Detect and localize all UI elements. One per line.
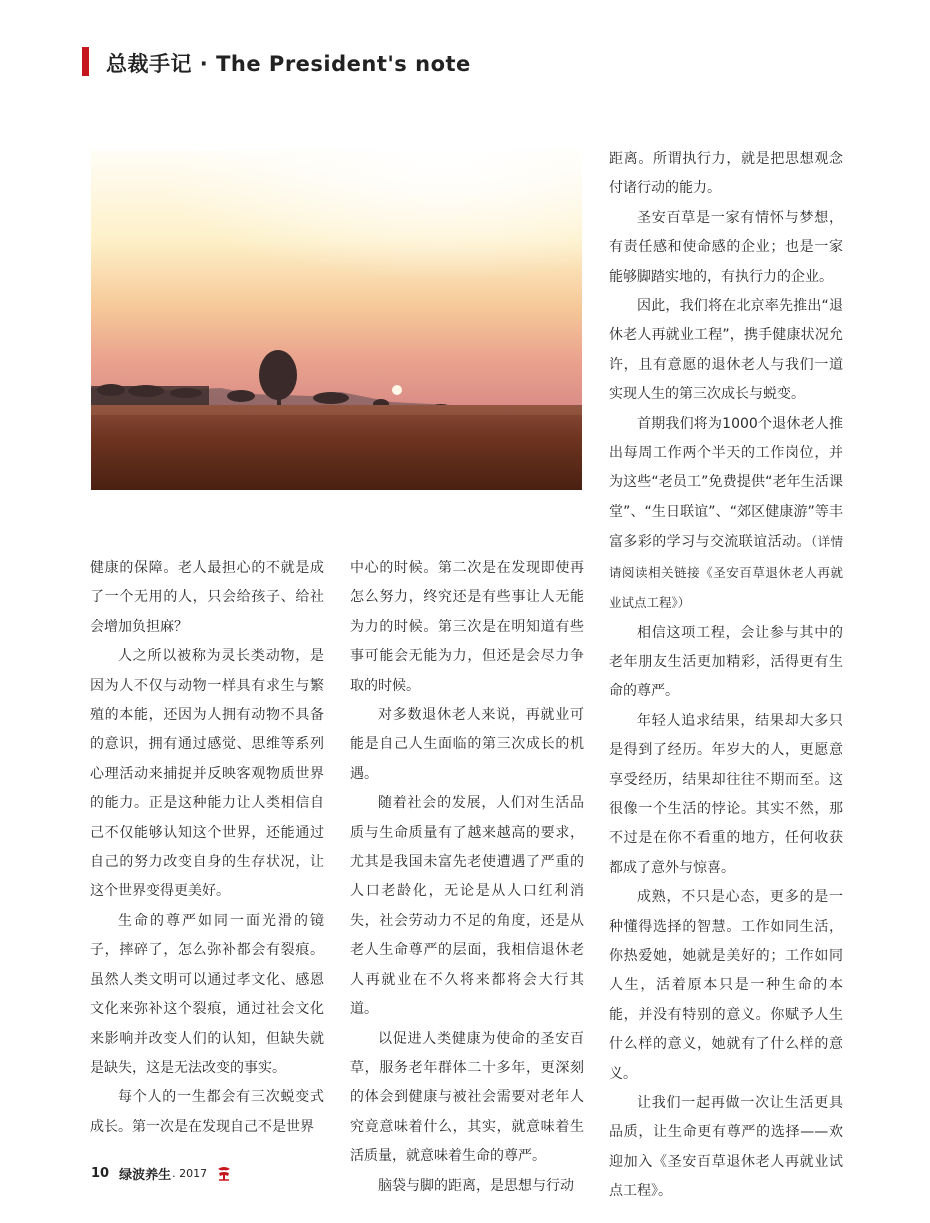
paragraph: 成熟，不只是心态，更多的是一种懂得选择的智慧。工作如同生活，你热爱她，她就是美好的；工作如同人生，活着原本只是一种生命的本能，并没有特别的意义。你赋予人生什么样的意义，她就有了什么样的意义。 bbox=[609, 889, 843, 1082]
magazine-logo-icon bbox=[215, 1165, 233, 1183]
paragraph: 距离。所谓执行力，就是把思想观念付诸行动的能力。 bbox=[609, 151, 843, 197]
section-title: 总裁手记 · The President's note bbox=[106, 52, 471, 76]
paragraph: 让我们一起再做一次让生活更具品质，让生命更有尊严的选择——欢迎加入《圣安百草退休老人再就业试点工程》。 bbox=[609, 1095, 843, 1200]
paragraph-text: 首期我们将为1000个退休老人推出每周工作两个半天的工作岗位，并为这些“老员工”免费提供“老年生活课堂”、“生日联谊”、“郊区健康游”等丰富多彩的学习与交流联谊活动。 bbox=[609, 415, 843, 551]
paragraph: 中心的时候。第二次是在发现即使再怎么努力，终究还是有些事让人无能为力的时候。第三次是在明知道有些事可能会无能为力，但还是会尽力争取的时候。 bbox=[350, 560, 584, 694]
paragraph: 相信这项工程，会让参与其中的老年朋友生活更加精彩，活得更有生命的尊严。 bbox=[609, 624, 843, 700]
text-column-1 bbox=[90, 554, 324, 1142]
paragraph: 生命的尊严如同一面光滑的镜子，摔碎了，怎么弥补都会有裂痕。虽然人类文明可以通过孝文化、感恩文化来弥补这个裂痕，通过社会文化来影响并改变人们的认知，但缺失就是缺失，这是无法改变的事实。 bbox=[90, 912, 324, 1076]
paragraph: 对多数退休老人来说，再就业可能是自己人生面临的第三次成长的机遇。 bbox=[350, 707, 584, 782]
magazine-name: 绿波养生 bbox=[119, 1168, 172, 1183]
paragraph: 年轻人追求结果，结果却大多只是得到了经历。年岁大的人，更愿意享受经历，结果却往往不期而至。这很像一个生活的悖论。其实不然，那不过是在你不看重的地方，任何收获都成了意外与惊喜。 bbox=[609, 712, 843, 876]
paragraph: 健康的保障。老人最担心的不就是成了一个无用的人，只会给孩子、给社会增加负担麻？ bbox=[90, 560, 324, 635]
paragraph: 随着社会的发展，人们对生活品质与生命质量有了越来越高的要求，尤其是我国未富先老使遭遇了严重的人口老龄化，无论是从人口红利消失，社会劳动力不足的角度，还是从老人生命尊严的层面，我相信退休老人再就业在不久将来都将会大行其道。 bbox=[350, 795, 584, 1018]
paragraph: 人之所以被称为灵长类动物，是因为人不仅与动物一样具有求生与繁殖的本能，还因为人拥有动物不具备的意识，拥有通过感觉、思维等系列心理活动来捕捉并反映客观物质世界的能力。正是这种能力让人类相信自己不仅能够认知这个世界，还能通过自己的努力改变自身的生存状况，让这个世界变得更美好。 bbox=[90, 648, 324, 900]
text-column-2 bbox=[350, 554, 584, 1201]
paragraph: 因此，我们将在北京率先推出“退休老人再就业工程”，携手健康状况允许，且有意愿的退休老人与我们一道实现人生的第三次成长与蜕变。 bbox=[609, 298, 843, 403]
text-column-3 bbox=[609, 145, 843, 1207]
related-link-note: （详情请阅读相关链接《圣安百草退休老人再就业试点工程》） bbox=[609, 534, 843, 611]
paragraph: 以促进人类健康为使命的圣安百草，服务老年群体二十多年，更深刻的体会到健康与被社会需要对老年人究竟意味着什么，其实，就意味着生活质量，就意味着生命的尊严。 bbox=[350, 1030, 584, 1165]
paragraph bbox=[609, 410, 843, 619]
page-number: 10 bbox=[91, 1166, 110, 1181]
sunset-field-photo bbox=[91, 150, 582, 490]
paragraph: 圣安百草是一家有情怀与梦想，有责任感和使命感的企业；也是一家能够脚踏实地的，有执行力的企业。 bbox=[609, 209, 843, 285]
paragraph: 脑袋与脚的距离，是思想与行动 bbox=[378, 1177, 574, 1194]
issue-year: . 2017 bbox=[172, 1167, 208, 1180]
paragraph: 每个人的一生都会有三次蜕变式成长。第一次是在发现自己不是世界 bbox=[90, 1089, 324, 1135]
page-footer bbox=[91, 1164, 233, 1183]
header-accent-bar bbox=[82, 47, 89, 76]
